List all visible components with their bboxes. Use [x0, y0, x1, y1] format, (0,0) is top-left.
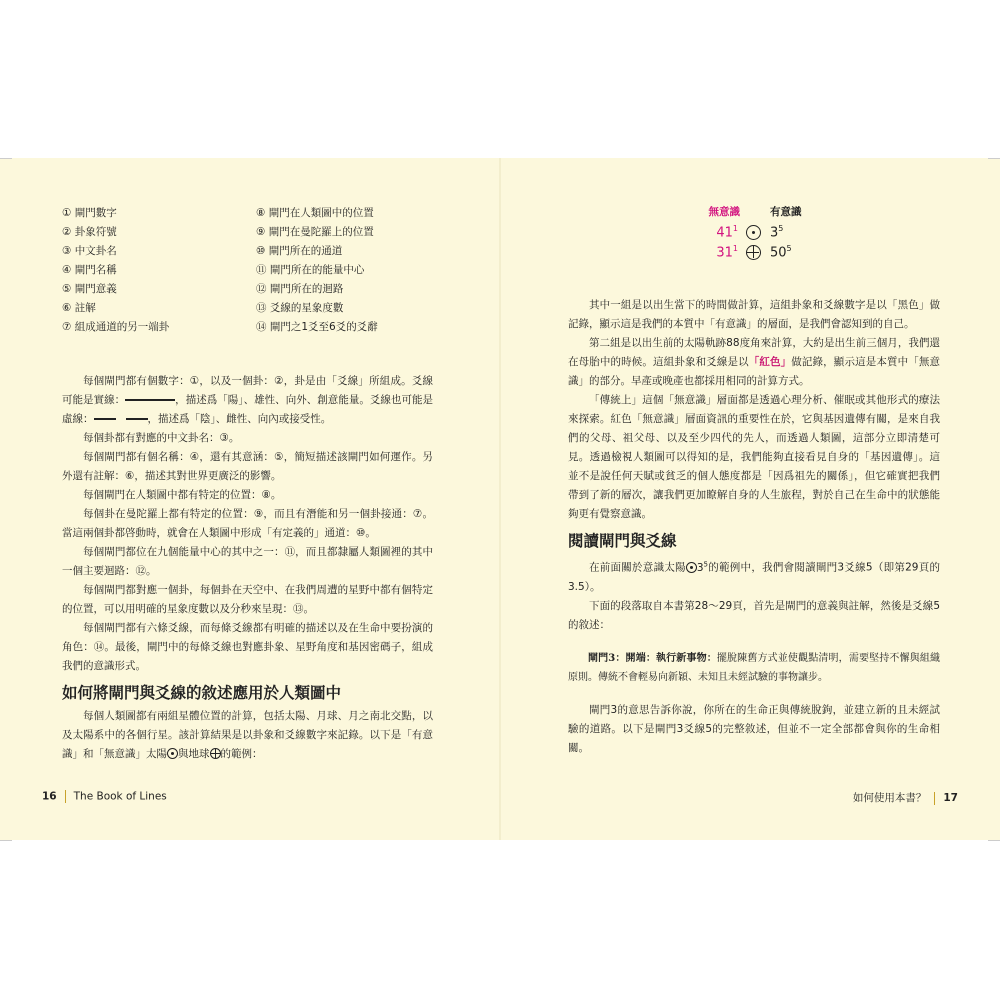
- footer-left: [42, 790, 167, 803]
- paragraph: 每個閘門都有個數字：①，以及一個卦：②，卦是由「爻線」所組成。爻線可能是實線： ，描述爲「陽」、雄性、向外、創意能量。爻線也可能是虛線： ，描述爲「陰」、雌性、向內或接受性。: [62, 375, 434, 425]
- paragraph: 每個卦都有對應的中文卦名：③。: [83, 432, 240, 444]
- right-page: [500, 158, 1000, 840]
- legend-item: ⑪ 閘門所在的能量中心: [256, 264, 365, 276]
- sun-symbol-icon: [746, 225, 761, 240]
- sun-symbol-icon: [167, 748, 178, 759]
- gate-unconscious-earth: $31^1$: [716, 244, 738, 261]
- legend-item: ⑧ 閘門在人類圖中的位置: [256, 207, 374, 219]
- right-body-text: [568, 296, 940, 758]
- footer-right: [853, 790, 958, 805]
- legend-right: [256, 204, 378, 337]
- legend-left: [62, 204, 169, 337]
- legend-item: ⑥ 註解: [62, 302, 96, 314]
- quoted-excerpt: 閘門3：開端：執行新事物：擺脫陳舊方式並使觀點清明，需要堅持不懈與組織原則。傳統不會輕易向新穎、未知且未經試驗的事物讓步。: [568, 652, 940, 683]
- paragraph: 在前面關於意識太陽 $3^5$的範例中，我們會閱讀閘門3爻線5（即第29頁的3.5）。: [568, 560, 940, 593]
- section-heading: 閱讀閘門與爻線: [568, 531, 677, 550]
- gate-chart: [700, 204, 830, 264]
- legend-item: ② 卦象符號: [62, 226, 117, 238]
- paragraph: 每個閘門都對應一個卦，每個卦在天空中、在我們周遭的星野中都有個特定的位置，可以用明確的星象度數以及分秒來呈現：⑬。: [62, 584, 433, 615]
- solid-line-icon: [125, 399, 175, 401]
- legend-item: ⑨ 閘門在曼陀羅上的位置: [256, 226, 374, 238]
- footer-divider: [934, 792, 935, 805]
- legend-item: ⑩ 閘門所在的通道: [256, 245, 343, 257]
- gate-conscious-earth: $50^5$: [770, 244, 792, 261]
- legend-item: ⑬ 爻線的星象度數: [256, 302, 344, 314]
- page-number: 16: [42, 790, 57, 803]
- earth-symbol-icon: [746, 245, 761, 260]
- legend-item: ⑫ 閘門所在的迴路: [256, 283, 344, 295]
- earth-symbol-icon: [210, 748, 221, 759]
- broken-line-icon: [94, 418, 148, 420]
- legend-item: ① 閘門數字: [62, 207, 117, 219]
- legend-item: ④ 閘門名稱: [62, 264, 117, 276]
- paragraph: 每個閘門都有個名稱：④，還有其意涵：⑤，簡短描述該閘門如何運作。另外還有註解：⑥，描述其對世界更廣泛的影響。: [62, 451, 433, 482]
- paragraph: 閘門3的意思告訴你說，你所在的生命正與傳統脫鉤，並建立新的且未經試驗的道路。以下是閘門3爻線5的完整敘述，但並不一定全部都會與你的生命相關。: [568, 703, 940, 754]
- running-title: The Book of Lines: [73, 790, 167, 803]
- paragraph: 「傳統上」這個「無意識」層面都是透過心理分析、催眠或其他形式的療法來探索。紅色「無意識」層面資訊的重要性在於，它與基因遺傳有關，是來自我們的父母、祖父母、以及至少四代的先人，而透過人類圖，這部分立即清楚可見。透過檢視人類圖可以得知的是，我們能夠直接看見自身的「基因遺傳」。這並不是說任何天賦或貧乏的個人態度都是「因爲祖先的關係」，但它確實把我們帶到了新的層次，讓我們更加瞭解自身的人生旅程，對於自己在生命中的狀態能夠更有覺察意識。: [568, 394, 940, 520]
- legend-item: ⑤ 閘門意義: [62, 283, 117, 295]
- left-page: [0, 158, 500, 840]
- paragraph: 每個卦在曼陀羅上都有特定的位置：⑨，而且有潛能和另一個卦接通：⑦。當這兩個卦都啓動時，就會在人類圖中形成「有定義的」通道：⑩。: [62, 508, 433, 539]
- running-title: 如何使用本書？: [852, 792, 927, 804]
- paragraph: 下面的段落取自本書第28～29頁，首先是閘門的意義與註解，然後是爻線5的敘述：: [568, 599, 940, 631]
- gate-conscious-sun: $3^5$: [770, 224, 784, 241]
- crop-mark: [0, 158, 12, 159]
- sun-symbol-icon: [686, 562, 697, 573]
- paragraph: 每個閘門在人類圖中都有特定的位置：⑧。: [83, 489, 282, 501]
- paragraph: 每個閘門都位在九個能量中心的其中之一：⑪，而且都隸屬人類圖裡的其中一個主要迴路：⑫。: [62, 546, 433, 577]
- paragraph: 第二組是以出生前的太陽軌跡88度角來計算，大約是出生前三個月，我們還在母胎中的時候。這組卦象和爻線是以「紅色」做記錄，顯示這是本質中「無意識」的部分。早產或晚產也都採用相同的計算方式。: [568, 337, 941, 387]
- book-spread: [0, 158, 1000, 840]
- gate-unconscious-sun: $41^1$: [716, 224, 738, 241]
- conscious-label: 有意識: [770, 206, 802, 218]
- paragraph: 其中一組是以出生當下的時間做計算，這組卦象和爻線數字是以「黑色」做記錄，顯示這是我們的本質中「有意識」的層面，是我們會認知到的自己。: [568, 299, 940, 330]
- legend-item: ③ 中文卦名: [62, 245, 117, 257]
- crop-mark: [988, 840, 1000, 841]
- section-heading: 如何將閘門與爻線的敘述應用於人類圖中: [62, 683, 342, 702]
- paragraph: 每個閘門都有六條爻線，而每條爻線都有明確的描述以及在生命中要扮演的角色：⑭。最後，閘門中的每條爻線也對應卦象、星野角度和基因密碼子，組成我們的意識形式。: [62, 622, 433, 672]
- legend-item: ⑭ 閘門之1爻至6爻的爻辭: [256, 321, 378, 333]
- page-number: 17: [943, 792, 958, 804]
- left-body-text: [62, 372, 433, 764]
- paragraph: 每個人類圖都有兩組星體位置的計算，包括太陽、月球、月之南北交點，以及太陽系中的各個行星。該計算結果是以卦象和爻線數字來記錄。以下是「有意識」和「無意識」太陽 與地球 的範例：: [62, 710, 433, 760]
- legend-item: ⑦ 組成通道的另一端卦: [62, 321, 170, 333]
- crop-mark: [0, 840, 12, 841]
- unconscious-label: 無意識: [708, 206, 740, 218]
- crop-mark: [988, 158, 1000, 159]
- footer-divider: [65, 790, 66, 803]
